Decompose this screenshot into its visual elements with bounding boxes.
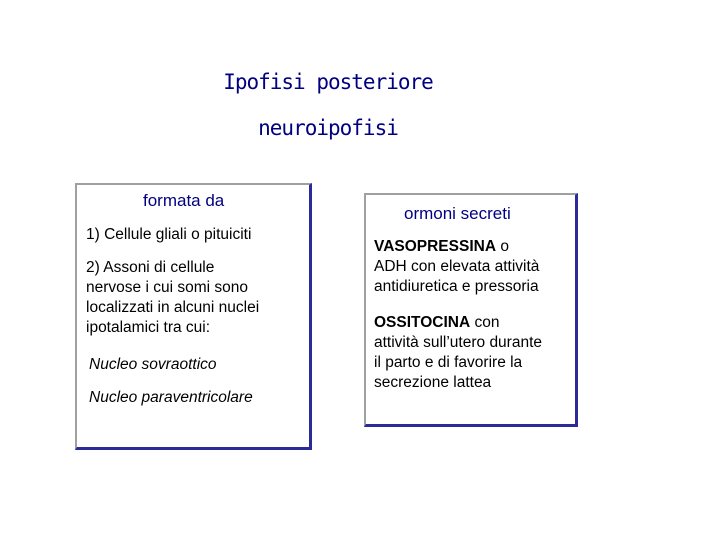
- oxytocin-line: secrezione lattea: [374, 374, 492, 391]
- axons-line: nervose i cui somi sono: [86, 279, 248, 296]
- vasopressin-line: antidiuretica e pressoria: [374, 278, 539, 295]
- composition-item-axons: [86, 258, 259, 338]
- hormone-oxytocin: [374, 313, 576, 393]
- oxytocin-name: OSSITOCINA: [374, 314, 471, 331]
- axons-line: ipotalamici tra cui:: [86, 319, 211, 336]
- nucleus-paraventricular: Nucleo paraventricolare: [89, 389, 253, 406]
- oxytocin-line: il parto e di favorire la: [374, 354, 523, 371]
- composition-item-glial-cells: 1) Cellule gliali o pituiciti: [86, 226, 252, 243]
- oxytocin-text: con: [470, 314, 500, 331]
- vasopressin-text: o: [496, 238, 509, 255]
- hormones-box: [364, 193, 578, 427]
- composition-box: [75, 183, 312, 450]
- hormone-vasopressin: [374, 237, 576, 297]
- page-subtitle: neuroipofisi: [258, 116, 398, 140]
- hormones-heading: ormoni secreti: [404, 204, 511, 223]
- vasopressin-name: VASOPRESSINA: [374, 238, 497, 255]
- vasopressin-line: ADH con elevata attività: [374, 258, 540, 275]
- nucleus-supraoptic: Nucleo sovraottico: [89, 356, 217, 373]
- oxytocin-line: attività sull’utero durante: [374, 334, 543, 351]
- axons-line: 2) Assoni di cellule: [86, 259, 215, 276]
- page-title: Ipofisi posteriore: [223, 70, 433, 94]
- axons-line: localizzati in alcuni nuclei: [86, 299, 260, 316]
- composition-heading: formata da: [143, 191, 225, 210]
